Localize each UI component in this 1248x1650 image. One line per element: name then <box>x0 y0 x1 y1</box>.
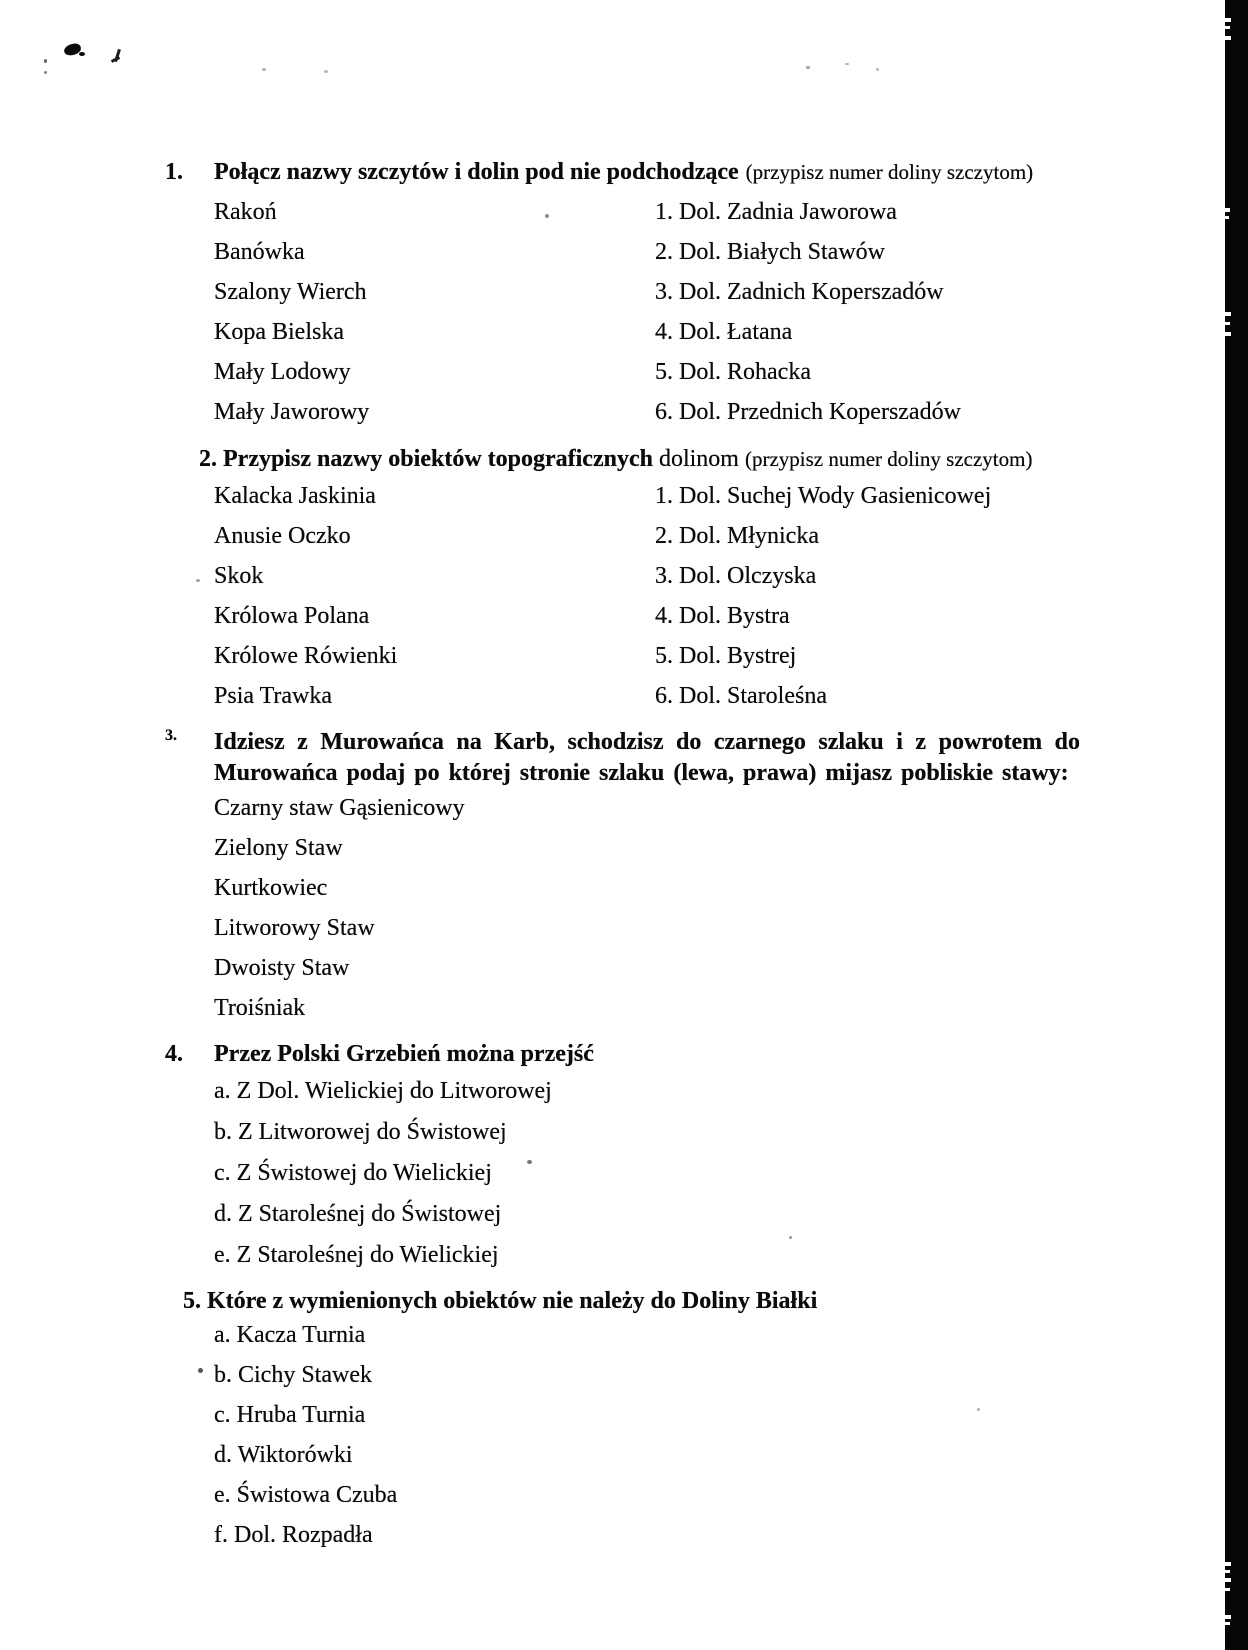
scan-speck <box>79 52 85 56</box>
lake-name: Litworowy Staw <box>214 915 375 941</box>
lake-name: Kurtkowiec <box>214 875 328 901</box>
peak-name: Mały Jaworowy <box>214 399 370 425</box>
match-row <box>165 279 1180 319</box>
valley-option: 6. Dol. Przednich Koperszadów <box>655 399 961 425</box>
topo-object-name: Skok <box>214 563 264 589</box>
answer-option: b. Cichy Stawek <box>214 1362 372 1388</box>
topo-object-name: Kalacka Jaskinia <box>214 483 376 509</box>
peak-name: Mały Lodowy <box>214 359 351 385</box>
answer-option: a. Z Dol. Wielickiej do Litworowej <box>214 1078 552 1104</box>
valley-option: 6. Dol. Staroleśna <box>655 683 827 709</box>
match-row <box>165 359 1180 399</box>
question-3-item-list <box>165 795 1180 1035</box>
valley-option: 3. Dol. Zadnich Koperszadów <box>655 279 944 305</box>
peak-name: Rakoń <box>214 199 277 225</box>
match-row <box>165 683 1180 723</box>
question-2-heading <box>199 443 1180 475</box>
scan-edge-band <box>1225 0 1248 1650</box>
question-1-heading <box>165 156 1180 188</box>
question-5-option-list <box>165 1322 1180 1562</box>
question-4-option-list <box>165 1078 1180 1283</box>
match-row <box>165 399 1180 439</box>
question-2-title-regular: dolinom <box>658 446 739 472</box>
answer-option: d. Z Staroleśnej do Świstowej <box>214 1201 502 1227</box>
valley-option: 4. Dol. Bystra <box>655 603 790 629</box>
valley-option: 3. Dol. Olczyska <box>655 563 817 589</box>
question-4-title: Przez Polski Grzebień można przejść <box>214 1041 594 1067</box>
question-2-match-list <box>165 483 1180 723</box>
topo-object-name: Królowa Polana <box>214 603 370 629</box>
match-row <box>165 603 1180 643</box>
question-2-title: Przypisz nazwy obiektów topograficznych <box>223 446 653 472</box>
scan-speck <box>876 68 879 71</box>
question-2-note: (przypisz numer doliny szczytom) <box>744 447 1033 471</box>
match-row <box>165 643 1180 683</box>
question-1-title: Połącz nazwy szczytów i dolin pod nie podchodzące <box>214 159 739 185</box>
lake-name: Zielony Staw <box>214 835 343 861</box>
question-1-title-wrap <box>214 156 1033 188</box>
answer-option: d. Wiktorówki <box>214 1442 353 1468</box>
peak-name: Szalony Wierch <box>214 279 367 305</box>
lake-name: Dwoisty Staw <box>214 955 350 981</box>
answer-option: e. Z Staroleśnej do Wielickiej <box>214 1242 499 1268</box>
match-row <box>165 483 1180 523</box>
valley-option: 2. Dol. Młynicka <box>655 523 819 549</box>
question-3-heading <box>165 727 1180 789</box>
scan-speck <box>845 63 849 65</box>
answer-option: a. Kacza Turnia <box>214 1322 366 1348</box>
peak-name: Banówka <box>214 239 305 265</box>
match-row <box>165 239 1180 279</box>
question-2-number: 2. <box>199 446 217 472</box>
valley-option: 2. Dol. Białych Stawów <box>655 239 885 265</box>
topo-object-name: Królowe Rówienki <box>214 643 398 669</box>
scan-speck <box>262 68 266 71</box>
match-row <box>165 563 1180 603</box>
question-1-match-list <box>165 199 1180 439</box>
question-1-number: 1. <box>165 159 183 185</box>
scan-speck <box>44 59 47 63</box>
question-3-title-line1: Idziesz z Murowańca na Karb, schodzisz do czarnego szlaku i z powrotem do <box>214 729 1080 755</box>
scan-speck <box>44 71 47 74</box>
question-4-number: 4. <box>165 1041 183 1067</box>
topo-object-name: Psia Trawka <box>214 683 333 709</box>
question-3-title <box>214 727 1080 789</box>
lake-name: Troiśniak <box>214 995 306 1021</box>
question-4-heading <box>165 1038 1180 1070</box>
valley-option: 5. Dol. Bystrej <box>655 643 797 669</box>
topo-object-name: Anusie Oczko <box>214 523 351 549</box>
lake-name: Czarny staw Gąsienicowy <box>214 795 465 821</box>
match-row <box>165 319 1180 359</box>
answer-option: f. Dol. Rozpadła <box>214 1522 373 1548</box>
valley-option: 1. Dol. Zadnia Jaworowa <box>655 199 897 225</box>
valley-option: 5. Dol. Rohacka <box>655 359 811 385</box>
quiz-content <box>165 156 1180 1562</box>
peak-name: Kopa Bielska <box>214 319 344 345</box>
match-row <box>165 199 1180 239</box>
answer-option: c. Hruba Turnia <box>214 1402 366 1428</box>
answer-option: b. Z Litworowej do Świstowej <box>214 1119 507 1145</box>
valley-option: 4. Dol. Łatana <box>655 319 793 345</box>
question-3-number: 3. <box>165 727 177 744</box>
scan-speck <box>324 70 328 73</box>
question-5-heading: 5. Które z wymienionych obiektów nie należy do Doliny Białki <box>183 1288 818 1314</box>
question-3-title-line2: Murowańca podaj po której stronie szlaku (lewa, prawa) mijasz pobliskie stawy: <box>214 760 1069 786</box>
scan-speck <box>806 66 810 69</box>
match-row <box>165 523 1180 563</box>
question-1-note: (przypisz numer doliny szczytom) <box>745 160 1034 184</box>
answer-option: c. Z Świstowej do Wielickiej <box>214 1160 492 1186</box>
answer-option: e. Świstowa Czuba <box>214 1482 398 1508</box>
valley-option: 1. Dol. Suchej Wody Gasienicowej <box>655 483 992 509</box>
